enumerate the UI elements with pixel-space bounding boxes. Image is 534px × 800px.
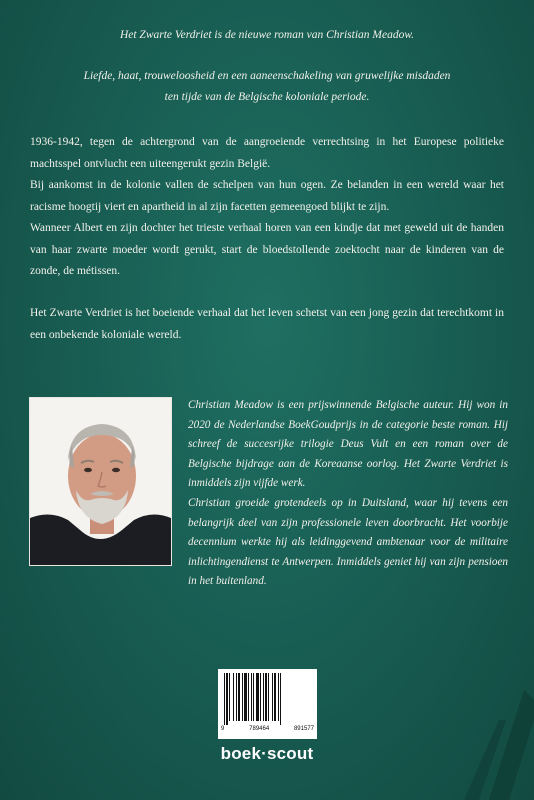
isbn-group-2: 891577 (293, 726, 314, 732)
author-bio-paragraph-1: Christian Meadow is een prijswinnende Belgische auteur. Hij won in 2020 de Nederlandse BoekGoudprijs in de categorie beste roman. Hij schreef de succesrijke trilogie Deus Vult en een roman over de Belgische bijdrage aan de Koreaanse oorlog. Het Zwarte Verdriet is inmiddels zijn vijfde werk. (188, 399, 508, 490)
tagline-line-2: ten tijde van de Belgische koloniale periode. (164, 91, 370, 103)
author-bio-paragraph-2: Christian groeide grotendeels op in Duitsland, waar hij tevens een belangrijk deel van zijn professionele leven doorbracht. Het voorbije decennium werkte hij als leidinggevend ambtenaar voor de militaire inlichtingendienst te Antwerpen. Inmiddels geniet hij van zijn pensioen in het buitenland. (188, 496, 508, 588)
corner-decoration (454, 690, 534, 800)
author-bio (188, 396, 508, 592)
barcode-bars (218, 669, 317, 725)
publisher-logo-separator: · (261, 744, 267, 763)
author-photo (29, 397, 172, 566)
closing-paragraph: Het Zwarte Verdriet is het boeiende verhaal dat het leven schetst van een jong gezin dat terechtkomt in een onbekende koloniale wereld. (30, 307, 504, 341)
synopsis-paragraph-3: Wanneer Albert en zijn dochter het trieste verhaal horen van een kindje dat met geweld uit de handen van haar zwarte moeder wordt gerukt, start de bloedstollende zoektocht naar de kinderen van de zonde, de métissen. (30, 222, 504, 277)
synopsis-paragraph-2: Bij aankomst in de kolonie vallen de schelpen van hun ogen. Ze belanden in een wereld waar het racisme hoogtij viert en apartheid in al zijn facetten gemeengoed blijkt te zijn. (30, 179, 504, 213)
publisher-logo-part-2: scout (267, 744, 314, 763)
publisher-logo-part-1: boek (220, 744, 262, 763)
isbn-digits (218, 726, 317, 732)
intro-line: Het Zwarte Verdriet is de nieuwe roman van Christian Meadow. (119, 29, 415, 41)
isbn-group-1: 789464 (249, 726, 270, 732)
tagline (0, 66, 534, 108)
tagline-line-1: Liefde, haat, trouweloosheid en een aaneenschakeling van gruwelijke misdaden (83, 70, 451, 82)
isbn-prefix: 9 (221, 726, 225, 732)
isbn-barcode (218, 669, 317, 739)
synopsis (30, 132, 504, 283)
synopsis-paragraph-1: 1936-1942, tegen de achtergrond van de aangroeiende verrechtsing in het Europese politieke machtsspel ontvlucht een uiteengerukt gezin België. (30, 136, 504, 170)
